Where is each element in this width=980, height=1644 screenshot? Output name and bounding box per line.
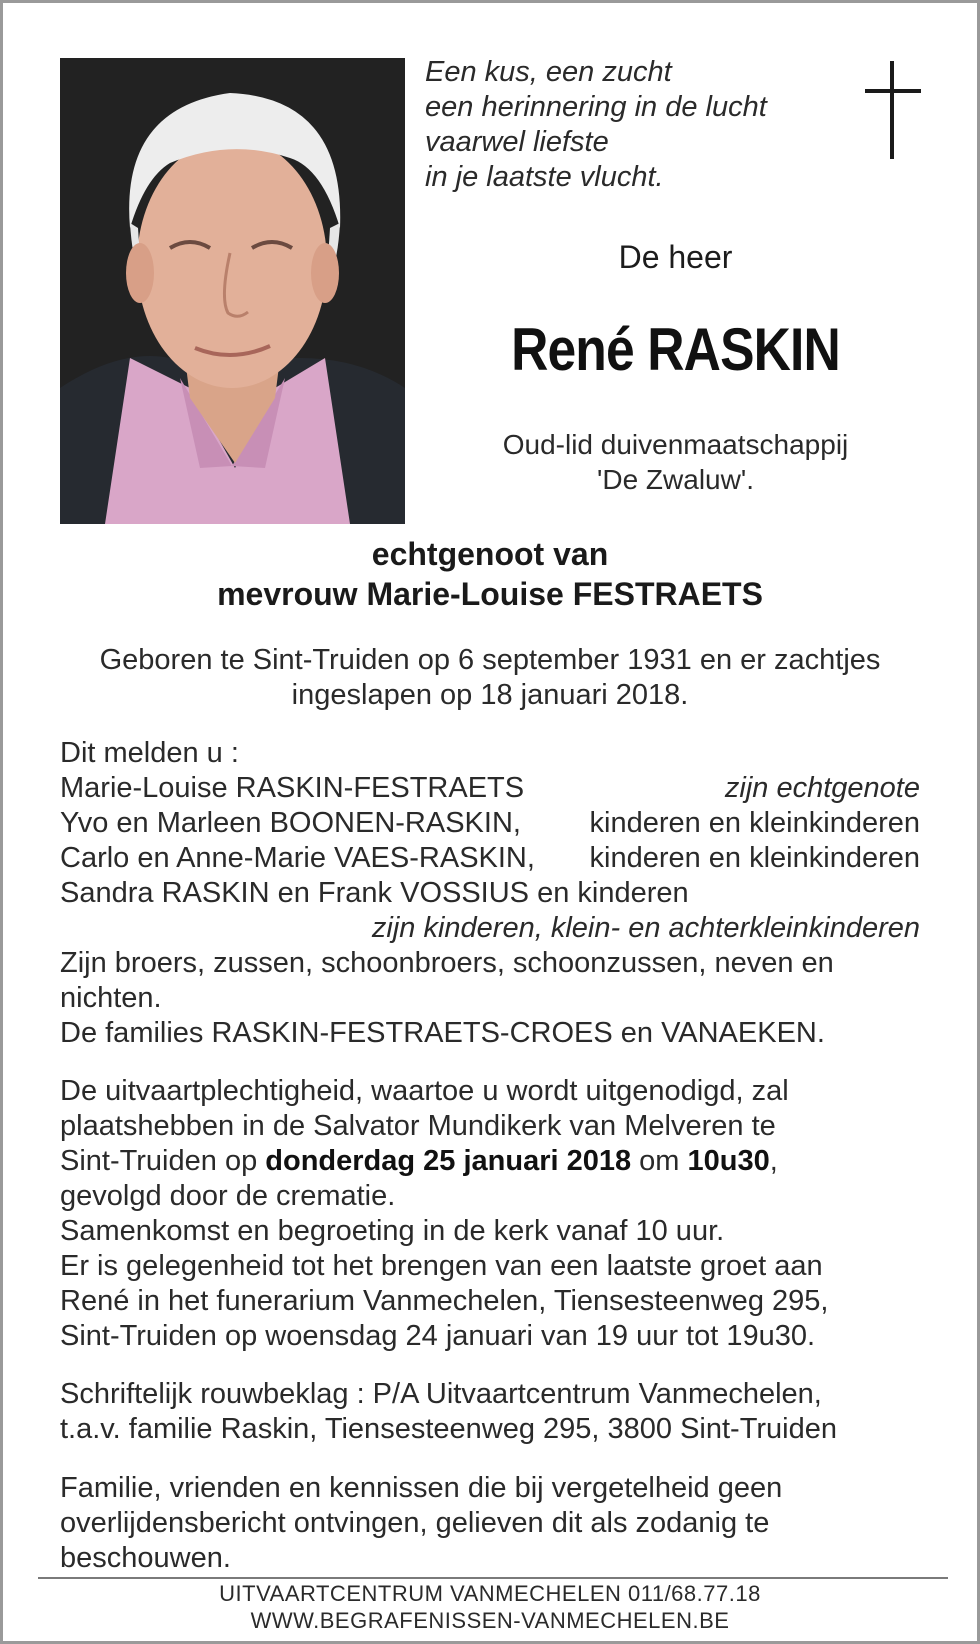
birth-death-statement (3, 643, 977, 713)
deceased-name: René RASKIN (511, 316, 840, 383)
born-line: Geboren te Sint-Truiden op 6 september 1931 en er zachtjes (99, 644, 881, 676)
poem-line: Een kus, een zucht (425, 56, 672, 88)
ceremony-line: gevolgd door de crematie. (60, 1180, 396, 1212)
ceremony-line: Samenkomst en begroeting in de kerk vanaf 10 uur. (60, 1215, 725, 1247)
ceremony-line: De uitvaartplechtigheid, waartoe u wordt uitgenodigd, zal (60, 1075, 789, 1107)
relative-name: Carlo en Anne-Marie VAES-RASKIN, (60, 842, 535, 874)
poem (425, 55, 767, 195)
portrait-photo (60, 58, 405, 524)
condolence-address (60, 1377, 920, 1447)
cross-icon (865, 61, 921, 161)
relative-relation: zijn echtgenote (724, 772, 920, 804)
relative-relation: kinderen en kleinkinderen (589, 807, 920, 839)
club-line: Oud-lid duivenmaatschappij (502, 429, 849, 460)
poem-line: een herinnering in de lucht (425, 91, 767, 123)
relative-name: Marie-Louise RASKIN-FESTRAETS (60, 772, 525, 804)
notice (60, 1471, 920, 1576)
ceremony-line: plaatshebben in de Salvator Mundikerk van Melveren te (60, 1110, 776, 1142)
ceremony-time: 10u30 (687, 1145, 770, 1177)
families-line: De families RASKIN-FESTRAETS-CROES en VANAEKEN. (60, 1017, 825, 1049)
notice-line: Familie, vrienden en kennissen die bij vergetelheid geen (60, 1472, 783, 1504)
funeral-home-footer (3, 1580, 977, 1634)
ceremony-line: René in het funerarium Vanmechelen, Tiensesteenweg 295, (60, 1285, 829, 1317)
club-line: 'De Zwaluw'. (597, 464, 754, 495)
footer-phone: UITVAARTCENTRUM VANMECHELEN 011/68.77.18 (219, 1581, 761, 1606)
relative-row (60, 841, 920, 876)
notice-line: beschouwen. (60, 1542, 231, 1574)
footer-website: WWW.BEGRAFENISSEN-VANMECHELEN.BE (250, 1608, 730, 1633)
ceremony-line: Er is gelegenheid tot het brengen van een laatste groet aan (60, 1250, 823, 1282)
poem-line: in je laatste vlucht. (425, 161, 664, 193)
notice-line: overlijdensbericht ontvingen, gelieven dit als zodanig te (60, 1507, 770, 1539)
extended-family: nichten. (60, 982, 162, 1014)
ceremony-line: Sint-Truiden op woensdag 24 januari van 19 uur tot 19u30. (60, 1320, 816, 1352)
announcement-list (60, 736, 920, 1051)
relative-row (60, 876, 920, 911)
club-membership (423, 427, 928, 497)
ceremony-text: , (769, 1145, 778, 1177)
relative-name: Sandra RASKIN en Frank VOSSIUS en kinderen (60, 877, 689, 909)
born-line: ingeslapen op 18 januari 2018. (291, 679, 689, 711)
relative-row (60, 771, 920, 806)
relative-name: Yvo en Marleen BOONEN-RASKIN, (60, 807, 521, 839)
honorific: De heer (618, 239, 733, 275)
ceremony-details (60, 1074, 920, 1354)
spouse-heading (3, 534, 977, 614)
ceremony-text: om (631, 1145, 688, 1177)
ceremony-date-line (60, 1144, 920, 1179)
relative-relation: kinderen en kleinkinderen (589, 842, 920, 874)
children-relation: zijn kinderen, klein- en achterkleinkinderen (371, 912, 920, 944)
relative-row (60, 806, 920, 841)
announce-intro: Dit melden u : (60, 737, 239, 769)
spouse-line: echtgenoot van (371, 536, 609, 572)
ceremony-text: Sint-Truiden op (60, 1145, 266, 1177)
extended-family: Zijn broers, zussen, schoonbroers, schoonzussen, neven en (60, 947, 834, 979)
footer-divider (38, 1577, 948, 1579)
condolence-line: t.a.v. familie Raskin, Tiensesteenweg 295, 3800 Sint-Truiden (60, 1413, 837, 1445)
condolence-line: Schriftelijk rouwbeklag : P/A Uitvaartcentrum Vanmechelen, (60, 1378, 822, 1410)
poem-line: vaarwel liefste (425, 126, 609, 158)
spouse-line: mevrouw Marie-Louise FESTRAETS (217, 576, 763, 612)
ceremony-date: donderdag 25 januari 2018 (265, 1145, 632, 1177)
